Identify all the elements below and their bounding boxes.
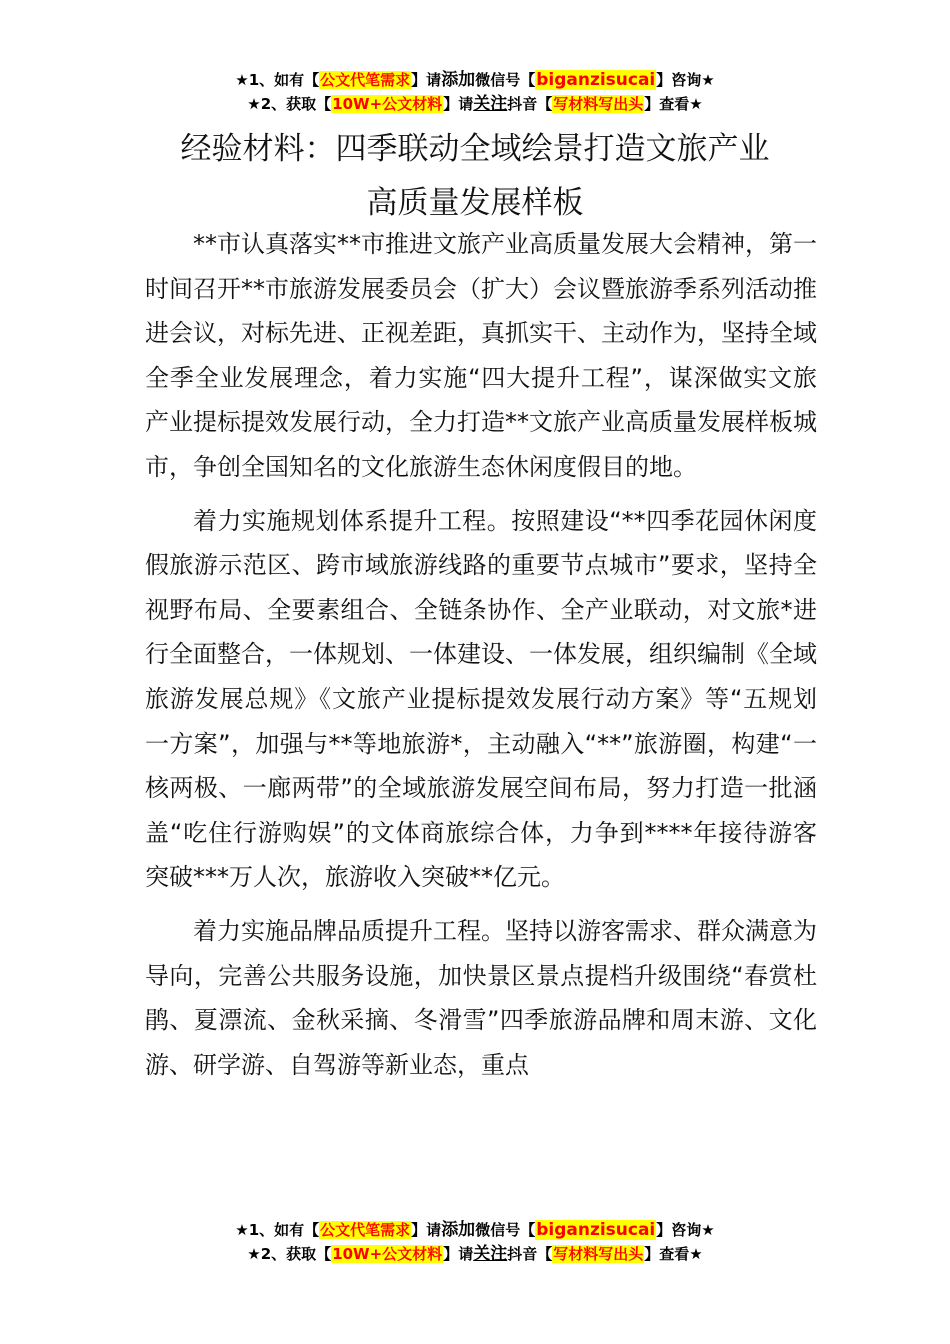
highlight-materials: 10W+公文材料 bbox=[332, 1245, 443, 1263]
title-line-1: 经验材料：四季联动全域绘景打造文旅产业 bbox=[180, 131, 770, 167]
paragraph: 着力实施品牌品质提升工程。坚持以游客需求、群众满意为导向，完善公共服务设施，加快景区景点提档升级围绕“春赏杜鹃、夏漂流、金秋采摘、冬滑雪”四季旅游品牌和周末游、文化游、研学游、自驾游等新业态，重点 bbox=[145, 916, 817, 1079]
document-title bbox=[100, 122, 850, 230]
paragraph: **市认真落实**市推进文旅产业高质量发展大会精神，第一时间召开**市旅游发展委员会（扩大）会议暨旅游季系列活动推进会议，对标先进、正视差距，真抓实干、主动作为，坚持全域全季全业发展理念，着力实施“四大提升工程”，谋深做实文旅产业提标提效发展行动，全力打造**文旅产业高质量发展样板城市，争创全国知名的文化旅游生态休闲度假目的地。 bbox=[145, 230, 817, 481]
banner-line-2: ★2、获取【10W+公文材料】请关注抖音【写材料写出头】查看★ bbox=[247, 1244, 703, 1264]
paragraph: 着力实施规划体系提升工程。按照建设“**四季花园休闲度假旅游示范区、跨市域旅游线路的重要节点城市”要求，坚持全视野布局、全要素组合、全链条协作、全产业联动，对文旅*进行全面整合，一体规划、一体建设、一体发展，组织编制《全域旅游发展总规》《文旅产业提标提效发展行动方案》等“五规划一方案”，加强与**等地旅游*，主动融入“**”旅游圈，构建“一核两极、一廊两带”的全域旅游发展空间布局，努力打造一批涵盖“吃住行游购娱”的文体商旅综合体，力争到****年接待游客突破***万人次，旅游收入突破**亿元。 bbox=[145, 506, 817, 892]
highlight-wechat-id: biganzisucai bbox=[536, 70, 656, 90]
banner-line-2: ★2、获取【10W+公文材料】请关注抖音【写材料写出头】查看★ bbox=[247, 94, 703, 114]
banner-line-1: ★1、如有【公文代笔需求】请添加微信号【biganzisucai】咨询★ bbox=[235, 1220, 715, 1240]
title-line-2: 高质量发展样板 bbox=[366, 185, 584, 221]
header-banner bbox=[0, 68, 950, 116]
footer-banner bbox=[0, 1218, 950, 1266]
highlight-wechat-id: biganzisucai bbox=[536, 1220, 656, 1240]
document-body bbox=[145, 222, 817, 1096]
highlight-materials: 10W+公文材料 bbox=[332, 95, 443, 113]
highlight-douyin: 写材料写出头 bbox=[553, 95, 644, 113]
highlight-douyin: 写材料写出头 bbox=[553, 1245, 644, 1263]
banner-line-1: ★1、如有【公文代笔需求】请添加微信号【biganzisucai】咨询★ bbox=[235, 70, 715, 90]
highlight-service: 公文代笔需求 bbox=[320, 71, 411, 89]
highlight-service: 公文代笔需求 bbox=[320, 1221, 411, 1239]
